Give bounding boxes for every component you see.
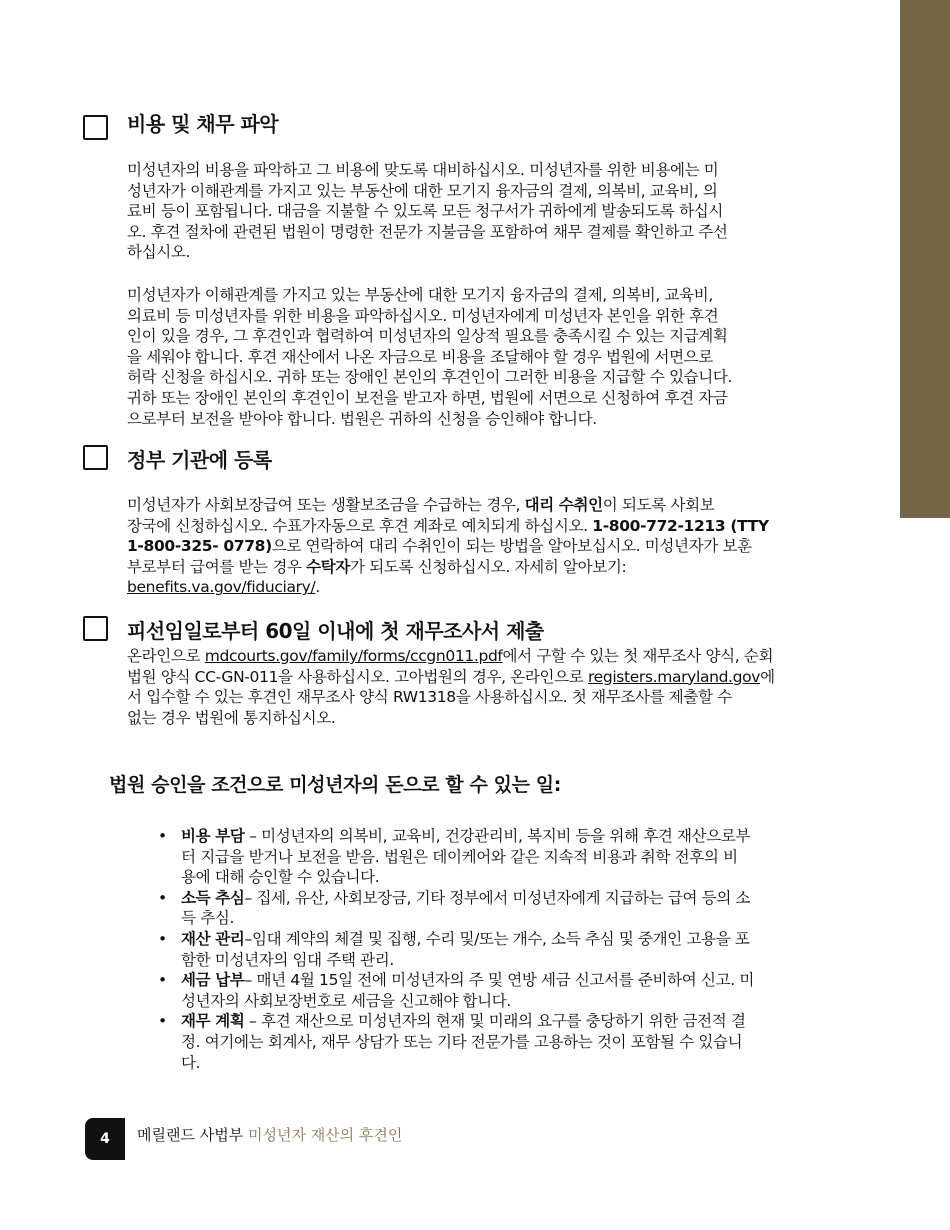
text-line: 법원 양식 CC-GN-011을 사용하십시오. 고아법원의 경우, 온라인으로 registers.maryland.gov에 — [127, 667, 775, 686]
checkbox-costs-debts[interactable] — [83, 115, 108, 140]
costs-paragraph-2 — [127, 285, 827, 429]
footer-org: 메릴랜드 사법부 — [137, 1126, 248, 1144]
bullet-term: 세금 납부 — [181, 971, 245, 990]
representative-payee-term: 대리 수취인 — [524, 496, 603, 514]
bullet-dot: • — [158, 971, 167, 990]
section-title-government-registration: 정부 기관에 등록 — [127, 448, 272, 472]
text-line: 허락 신청을 하십시오. 귀하 또는 장애인 본인의 후견인이 그러한 비용을 지급할 수 있습니다. — [127, 368, 733, 387]
text-line: 귀하 또는 장애인 본인의 후견인이 보전을 받고자 하면, 법원에 서면으로 신청하여 후견 자금 — [127, 388, 728, 407]
text-line: benefits.va.gov/fiduciary/. — [127, 578, 320, 597]
text-line: 장국에 신청하십시오. 수표가자동으로 후견 계좌로 예치되게 하십시오. 1-800-772-1213 (TTY — [127, 516, 769, 535]
bullet-dot: • — [158, 929, 167, 948]
page-number-badge: 4 — [85, 1118, 125, 1160]
text-line: 오. 후견 절차에 관련된 법원이 명령한 전문가 지불금을 포함하여 채무 결제를 확인하고 주선 — [127, 222, 728, 241]
text-line: 성년자가 이해관계를 가지고 있는 부동산에 대한 모기지 융자금의 결제, 의복비, 교육비, 의 — [127, 181, 718, 200]
ssa-phone-number: 1-800-772-1213 (TTY — [592, 516, 769, 535]
registers-maryland-link[interactable]: registers.maryland.gov — [587, 667, 761, 686]
benefits-va-link[interactable]: benefits.va.gov/fiduciary/ — [127, 578, 316, 597]
text-line: 서 입수할 수 있는 후견인 재무조사 양식 RW1318을 사용하십시오. 첫 재무조사를 제출할 수 — [127, 688, 732, 707]
costs-paragraph-1 — [127, 160, 827, 263]
section-title-first-inventory: 피선임일로부터 60일 이내에 첫 재무조사서 제출 — [127, 619, 544, 643]
list-item-financial-planning: • 재무 계획 – 후견 재산으로 미성년자의 현재 및 미래의 요구를 충당하기 위한 금전적 결 정. 여기에는 회계사, 재무 상담가 또는 기타 전문가를 고용하는 것이 포함될 수 있습니 다. — [158, 1012, 746, 1072]
bullet-dot: • — [158, 888, 167, 907]
fiduciary-term: 수탁자 — [306, 557, 351, 576]
text-line: 료비 등이 포함됩니다. 대금을 지불할 수 있도록 모든 청구서가 귀하에게 발송되도록 하십시 — [127, 202, 723, 221]
text-line: 미성년자가 이해관계를 가지고 있는 부동산에 대한 모기지 융자금의 결제, 의복비, 교육비, — [127, 286, 713, 304]
tty-phone-number: 1-800-325- 0778) — [127, 537, 272, 556]
text-line: 없는 경우 법원에 통지하십시오. — [127, 708, 336, 727]
list-item-tax-payment: • 세금 납부– 매년 4월 15일 전에 미성년자의 주 및 연방 세금 신고서를 준비하여 신고. 미 성년자의 사회보장번호로 세금을 신고해야 합니다. — [158, 971, 755, 1010]
bullet-dot: • — [158, 1012, 167, 1031]
bullet-term: 재산 관리 — [181, 929, 245, 948]
text-line: 으로부터 보전을 받아야 합니다. 법원은 귀하의 신청을 승인해야 합니다. — [127, 409, 597, 428]
bullet-term: 재무 계획 — [181, 1012, 245, 1031]
text-line: 하십시오. — [127, 243, 191, 262]
list-item-property-management: • 재산 관리–임대 계약의 체결 및 집행, 수리 및/또는 개수, 소득 추심 및 중개인 고용을 포 함한 미성년자의 임대 주택 관리. — [158, 929, 750, 969]
bullet-term: 비용 부담 — [181, 827, 245, 845]
footer-caption — [137, 1125, 402, 1145]
text-line: 1-800-325- 0778)으로 연락하여 대리 수취인이 되는 방법을 알아보십시오. 미성년자가 보훈 — [127, 537, 752, 556]
checkbox-first-inventory[interactable] — [83, 616, 108, 641]
text-line: 부로부터 급여를 받는 경우 수탁자가 되도록 신청하십시오. 자세히 알아보기: — [127, 557, 627, 576]
text-line: 인이 있을 경우, 그 후견인과 협력하여 미성년자의 일상적 필요를 충족시킬 수 있는 지급계획 — [127, 327, 728, 346]
bullet-dot: • — [158, 827, 167, 845]
text-line: 미성년자가 사회보장급여 또는 생활보조금을 수급하는 경우, 대리 수취인이 되도록 사회보 — [127, 496, 715, 514]
inventory-paragraph — [127, 646, 827, 728]
text-line: 온라인으로 mdcourts.gov/family/forms/ccgn011.pdf에서 구할 수 있는 첫 재무조사 양식, 순회 — [127, 647, 774, 665]
text-line: 을 세워야 합니다. 후견 재산에서 나온 자금으로 비용을 조달해야 할 경우 법원에 서면으로 — [127, 347, 713, 366]
text-line: 미성년자의 비용을 파악하고 그 비용에 맞도록 대비하십시오. 미성년자를 위한 비용에는 미 — [127, 161, 719, 179]
section-title-costs-debts: 비용 및 채무 파악 — [127, 112, 279, 136]
text-line: 의료비 등 미성년자를 위한 비용을 파악하십시오. 미성년자에게 미성년자 본인을 위한 후견 — [127, 306, 719, 325]
court-approval-subheading: 법원 승인을 조건으로 미성년자의 돈으로 할 수 있는 일: — [109, 774, 561, 796]
list-item-income-collection: • 소득 추심– 집세, 유산, 사회보장금, 기타 정부에서 미성년자에게 지급하는 급여 등의 소 득 추심. — [158, 888, 751, 928]
bullet-term: 소득 추심 — [181, 888, 245, 907]
checkbox-government-registration[interactable] — [83, 445, 108, 470]
side-tab — [900, 0, 950, 518]
list-item-cost-coverage: • 비용 부담 – 미성년자의 의복비, 교육비, 건강관리비, 복지비 등을 위해 후견 재산으로부 터 지급을 받거나 보전을 받음. 법원은 데이케어와 같은 지속적 비용과 취학 전후의 비 용에 대해 승인할 수 있습니다. — [158, 827, 751, 887]
permitted-uses-list — [158, 826, 848, 1073]
government-paragraph — [127, 495, 827, 598]
ccgn011-form-link[interactable]: mdcourts.gov/family/forms/ccgn011.pdf — [204, 647, 503, 665]
footer-doc-title: 미성년자 재산의 후견인 — [247, 1126, 403, 1144]
